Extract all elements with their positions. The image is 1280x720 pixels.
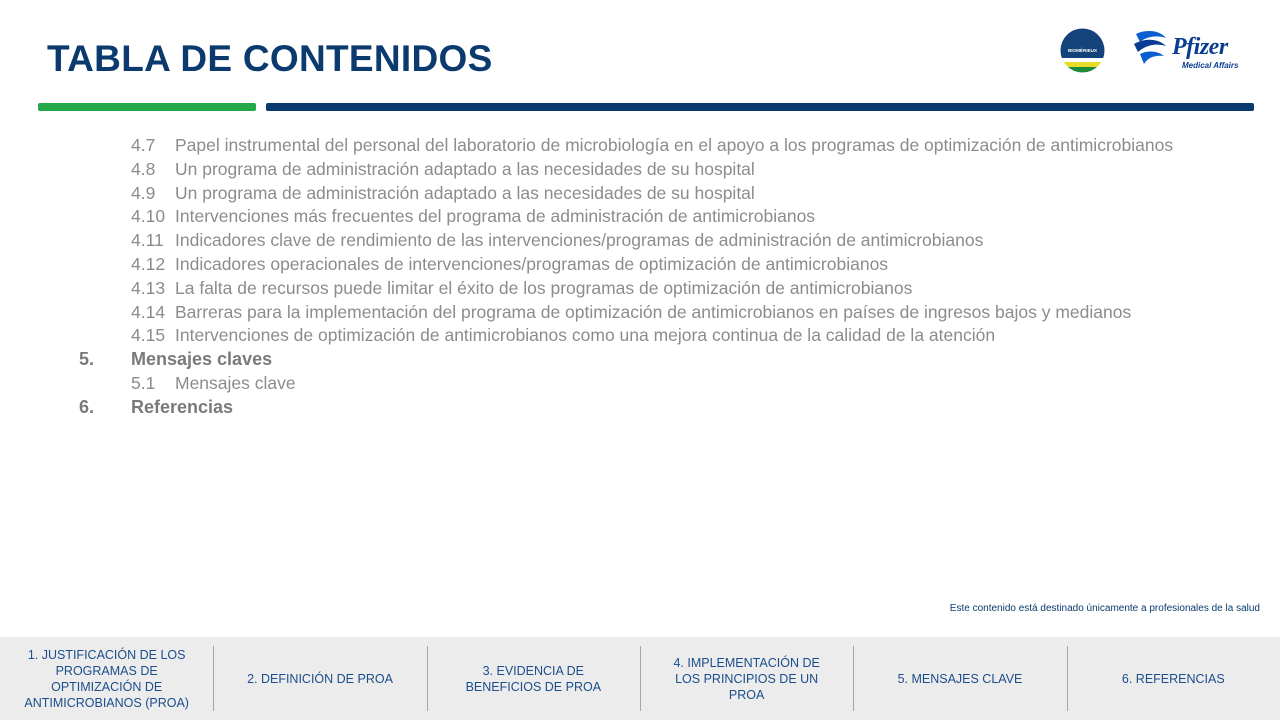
toc-item-4-14[interactable] [0,301,1280,325]
nav-item-label: 3. EVIDENCIA DE BENEFICIOS DE PROA [465,663,602,694]
toc-item-4-7[interactable] [0,134,1280,158]
toc-section-number: 5. [79,349,95,370]
toc-section-6[interactable] [0,396,1280,420]
toc-item-4-12[interactable] [0,253,1280,277]
nav-item-label: 2. DEFINICIÓN DE PROA [247,671,393,686]
accent-bar-green [38,103,256,111]
biomerieux-logo [1060,28,1105,73]
toc-item-label: Un programa de administración adaptado a las necesidades de su hospital [175,182,755,203]
toc-item-label: Indicadores operacionales de intervenciones/programas de optimización de antimicrobianos [175,253,889,274]
nav-item-label: 6. REFERENCIAS [1121,671,1225,686]
nav-mensajes-clave[interactable] [853,637,1066,720]
nav-item-label: 4. IMPLEMENTACIÓN DE LOS PRINCIPIOS DE UN PROA [673,655,820,702]
toc-section-5[interactable] [0,348,1280,372]
page-title: TABLA DE CONTENIDOS [47,38,493,79]
pfizer-wordmark: Pfizer [1172,34,1228,60]
toc-item-number: 4.9 [131,182,156,203]
toc-section-label: Mensajes claves [131,349,273,370]
toc-item-number: 4.12 [131,253,166,274]
disclaimer-text: Este contenido está destinado únicamente a profesionales de la salud [949,603,1260,614]
toc-item-4-11[interactable] [0,229,1280,253]
toc-item-number: 4.15 [131,325,166,346]
toc-item-number: 5.1 [131,372,156,393]
toc-item-label: Barreras para la implementación del programa de optimización de antimicrobianos en países de ingresos bajos y medianos [175,301,1132,322]
toc-item-label: Mensajes clave [175,372,296,393]
nav-item-label: 5. MENSAJES CLAVE [897,671,1023,686]
toc-item-number: 4.14 [131,301,166,322]
toc-item-number: 4.8 [131,158,156,179]
toc-item-5-1[interactable] [0,372,1280,396]
toc-item-4-9[interactable] [0,182,1280,206]
toc-item-label: Indicadores clave de rendimiento de las intervenciones/programas de administración de antimicrobianos [175,230,984,251]
table-of-contents [0,134,1280,420]
toc-item-number: 4.7 [131,135,156,155]
accent-bar-blue [266,103,1254,111]
toc-item-4-15[interactable] [0,324,1280,348]
toc-item-label: Papel instrumental del personal del laboratorio de microbiología en el apoyo a los programas de optimización de antimicrobianos [175,135,1174,155]
toc-item-number: 4.13 [131,277,166,298]
toc-item-label: Un programa de administración adaptado a las necesidades de su hospital [175,158,755,179]
pfizer-logo [1132,28,1254,76]
toc-item-label: La falta de recursos puede limitar el éxito de los programas de optimización de antimicrobianos [175,277,913,298]
pfizer-subtitle: Medical Affairs [1182,61,1239,70]
toc-section-label: Referencias [131,396,234,417]
toc-item-label: Intervenciones más frecuentes del programa de administración de antimicrobianos [175,206,816,227]
pfizer-swoosh-icon [1132,28,1172,72]
toc-item-label: Intervenciones de optimización de antimicrobianos como una mejora continua de la calidad de la atención [175,325,996,346]
nav-referencias[interactable] [1067,637,1280,720]
toc-section-number: 6. [79,396,95,417]
toc-item-number: 4.10 [131,206,166,227]
nav-definicion[interactable] [213,637,426,720]
toc-item-number: 4.11 [131,230,164,251]
toc-item-4-8[interactable] [0,158,1280,182]
footer-navigation [0,637,1280,720]
nav-implementacion[interactable] [640,637,853,720]
toc-item-4-10[interactable] [0,205,1280,229]
nav-evidencia[interactable] [427,637,640,720]
nav-justificacion[interactable] [0,637,213,720]
nav-item-label: 1. JUSTIFICACIÓN DE LOS PROGRAMAS DE OPTIMIZACIÓN DE ANTIMICROBIANOS (PROA) [24,647,189,710]
biomerieux-logo-text: BIOMÉRIEUX [1067,48,1098,53]
toc-item-4-13[interactable] [0,277,1280,301]
